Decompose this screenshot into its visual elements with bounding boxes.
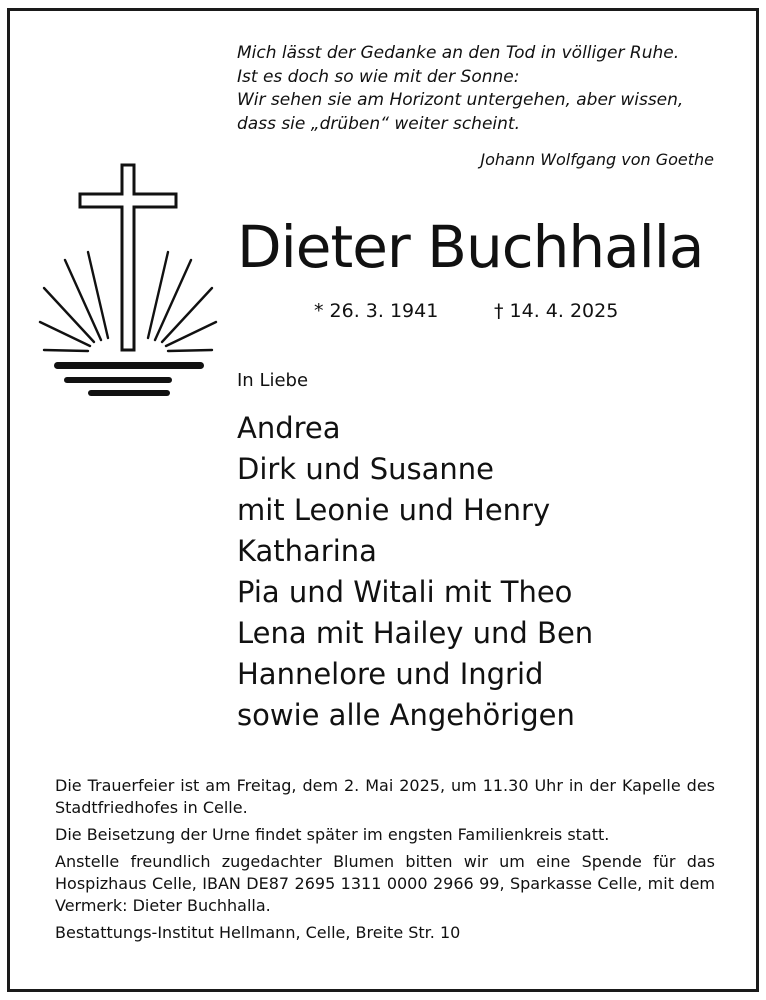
goethe-quote bbox=[237, 42, 717, 136]
cross-rising-sun-icon bbox=[38, 160, 218, 400]
quote-line: Mich lässt der Gedanke an den Tod in völliger Ruhe. bbox=[237, 43, 680, 63]
funeral-details bbox=[55, 775, 715, 949]
list-item: Dirk und Susanne bbox=[237, 452, 494, 486]
deceased-name: Dieter Buchhalla bbox=[237, 213, 704, 281]
list-item: Andrea bbox=[237, 411, 341, 445]
quote-line: Wir sehen sie am Horizont untergehen, aber wissen, bbox=[237, 90, 684, 110]
death-date: † 14. 4. 2025 bbox=[494, 300, 619, 322]
list-item: mit Leonie und Henry bbox=[237, 493, 551, 527]
burial-note: Die Beisetzung der Urne findet später im engsten Familienkreis statt. bbox=[55, 825, 610, 844]
list-item: Lena mit Hailey und Ben bbox=[237, 616, 594, 650]
list-item: Hannelore und Ingrid bbox=[237, 657, 544, 691]
quote-line: dass sie „drüben“ weiter scheint. bbox=[237, 113, 520, 134]
quote-author: Johann Wolfgang von Goethe bbox=[480, 150, 714, 169]
list-item: Katharina bbox=[237, 534, 377, 568]
undertaker-note: Bestattungs-Institut Hellmann, Celle, Breite Str. 10 bbox=[55, 923, 461, 942]
list-item: sowie alle Angehörigen bbox=[237, 698, 575, 732]
birth-date: * 26. 3. 1941 bbox=[314, 300, 439, 322]
quote-line: Ist es doch so wie mit der Sonne: bbox=[237, 66, 520, 87]
list-item: Pia und Witali mit Theo bbox=[237, 575, 573, 609]
mourners-list bbox=[237, 408, 593, 736]
mourners-intro: In Liebe bbox=[237, 370, 309, 391]
service-note: Die Trauerfeier ist am Freitag, dem 2. Mai 2025, um 11.30 Uhr in der Kapelle des Stadtfriedhofes in Celle. bbox=[55, 776, 715, 817]
donation-note: Anstelle freundlich zugedachter Blumen bitten wir um eine Spende für das Hospizhaus Celle, IBAN DE87 2695 1311 0000 2966 99, Sparkasse Celle, mit dem Vermerk: Dieter Buchhalla. bbox=[55, 852, 715, 915]
